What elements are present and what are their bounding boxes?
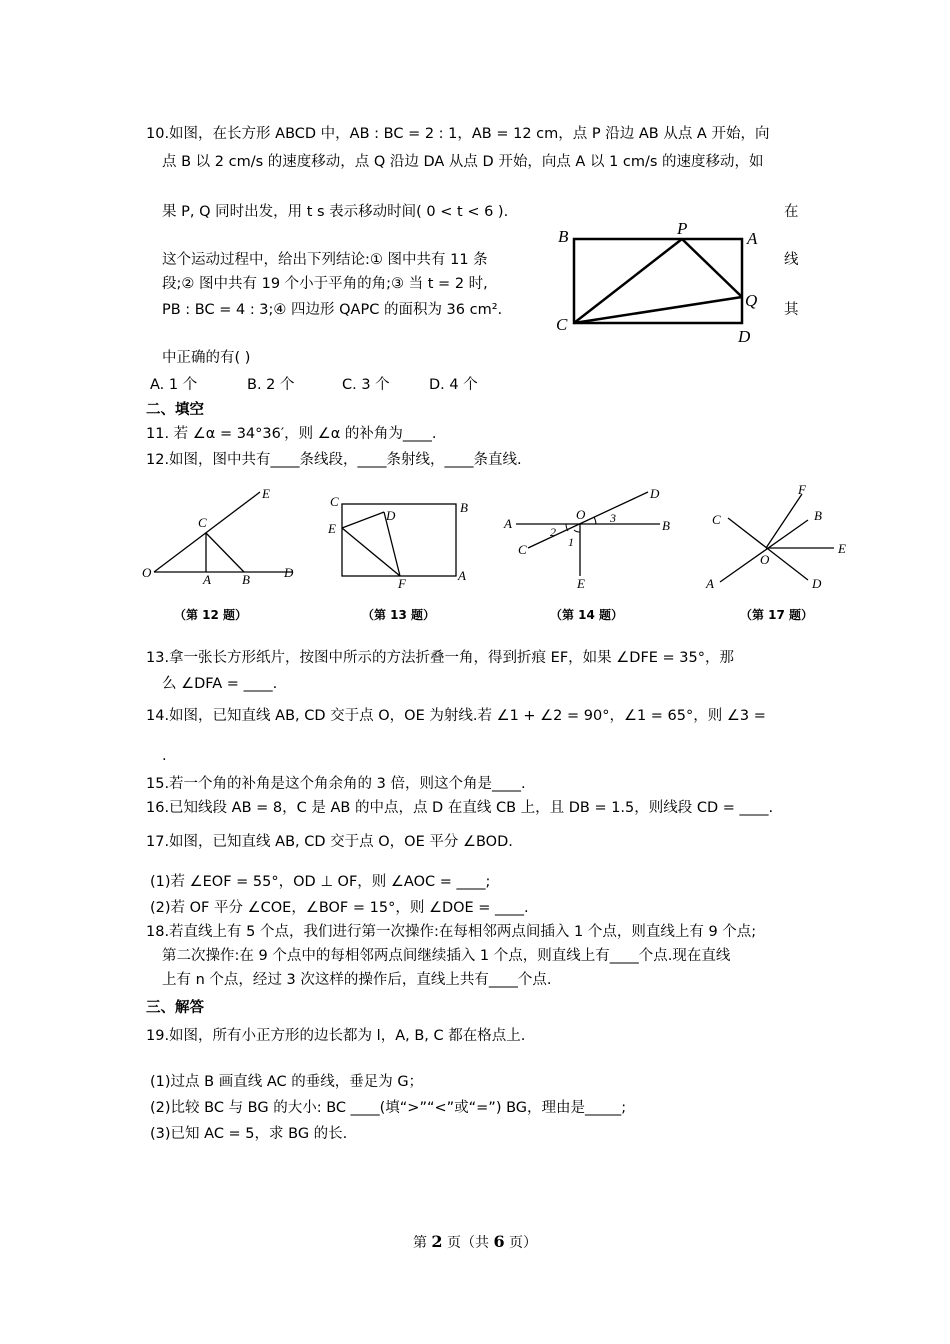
q19-part2: (2)比较 BC 与 BG 的大小: BC ____(填“>”“<”或“=”) BG，理由是_____; — [150, 1100, 627, 1116]
caption-fig-13: （第 13 题） — [362, 608, 436, 622]
figure-label: F — [398, 576, 406, 590]
q13-line1: 13.拿一张长方形纸片，按图中所示的方法折叠一角，得到折痕 EF，如果 ∠DFE = 35°，那 — [146, 650, 735, 666]
figure-label: E — [577, 576, 585, 591]
label-a: A — [747, 229, 758, 248]
q19-part3: (3)已知 AC = 5，求 BG 的长. — [150, 1126, 348, 1142]
q17-part2: (2)若 OF 平分 ∠COE，∠BOF = 15°，则 ∠DOE = ____. — [150, 900, 529, 916]
footer-mid: 页（共 — [447, 1235, 489, 1251]
figure-label: A — [504, 516, 512, 531]
figure-label: F — [798, 482, 806, 497]
figure-label: C — [712, 512, 721, 527]
q10-line2: 点 B 以 2 cm/s 的速度移动，点 Q 沿边 DA 从点 D 开始，向点 A 以 1 cm/s 的速度移动，如 — [162, 154, 764, 170]
q10-line5: 段;② 图中共有 19 个小于平角的角;③ 当 t = 2 时, — [162, 276, 488, 292]
q10-option-b: B. 2 个 — [247, 377, 295, 393]
q10-line3-right: 在 — [784, 204, 799, 220]
label-p: P — [677, 219, 688, 238]
q10-line3: 果 P, Q 同时出发，用 t s 表示移动时间( 0 < t < 6 ). — [162, 204, 509, 220]
figure-label: B — [460, 500, 468, 515]
footer-suffix: 页） — [509, 1235, 538, 1251]
caption-fig-17: （第 17 题） — [740, 608, 814, 622]
figure-label: A — [706, 576, 714, 591]
figure-label: D — [284, 565, 294, 580]
figure-label: C — [518, 542, 527, 557]
q18-line1: 18.若直线上有 5 个点，我们进行第一次操作:在每相邻两点间插入 1 个点，则直线上有 9 个点; — [146, 924, 757, 940]
q10-line7: 中正确的有( ) — [162, 350, 251, 366]
figure-label: E — [838, 541, 846, 556]
figure-label: C — [330, 494, 339, 509]
caption-fig-12: （第 12 题） — [174, 608, 248, 622]
figure-label: 2 — [550, 525, 556, 539]
caption-fig-14: （第 14 题） — [550, 608, 624, 622]
q16: 16.已知线段 AB = 8，C 是 AB 的中点，点 D 在直线 CB 上，且 DB = 1.5，则线段 CD = ____. — [146, 800, 774, 816]
q10-line6-right: 其 — [784, 302, 799, 318]
q10-line4-right: 线 — [784, 252, 799, 268]
q10-line1: 10.如图，在长方形 ABCD 中，AB : BC = 2 : 1，AB = 12 cm，点 P 沿边 AB 从点 A 开始，向 — [146, 126, 770, 142]
section-2-heading: 二、填空 — [146, 402, 204, 418]
q14-line1: 14.如图，已知直线 AB, CD 交于点 O，OE 为射线.若 ∠1 + ∠2 = 90°，∠1 = 65°，则 ∠3 = — [146, 708, 766, 724]
figure-label: D — [386, 508, 396, 523]
q10-option-a: A. 1 个 — [150, 377, 198, 393]
footer-prefix: 第 — [412, 1235, 427, 1251]
figure-label: O — [576, 507, 586, 522]
q10-option-d: D. 4 个 — [429, 377, 478, 393]
figure-label: E — [328, 521, 336, 536]
q19: 19.如图，所有小正方形的边长都为 l，A, B, C 都在格点上. — [146, 1028, 526, 1044]
q10-rectangle-figure — [550, 218, 770, 346]
figure-12 — [140, 484, 300, 584]
figure-label: D — [812, 576, 822, 591]
q17-part1: (1)若 ∠EOF = 55°，OD ⊥ OF，则 ∠AOC = ____; — [150, 874, 491, 890]
footer-total-pages: 6 — [493, 1232, 505, 1251]
q17: 17.如图，已知直线 AB, CD 交于点 O，OE 平分 ∠BOD. — [146, 834, 513, 850]
figure-17 — [700, 482, 860, 592]
q10-line6: PB : BC = 4 : 3;④ 四边形 QAPC 的面积为 36 cm². — [162, 302, 503, 318]
figure-label: 1 — [568, 535, 574, 549]
q13-line2: 么 ∠DFA = ____. — [162, 676, 278, 692]
figure-label: D — [650, 486, 660, 501]
figure-label: B — [814, 508, 822, 523]
figure-label: O — [760, 552, 770, 567]
q11: 11. 若 ∠α = 34°36′，则 ∠α 的补角为____. — [146, 426, 437, 442]
q10-line4: 这个运动过程中，给出下列结论:① 图中共有 11 条 — [162, 252, 488, 268]
label-d: D — [738, 327, 751, 346]
q15: 15.若一个角的补角是这个角余角的 3 倍，则这个角是____. — [146, 776, 526, 792]
figure-label: A — [458, 568, 466, 583]
q14-line2: . — [162, 748, 167, 764]
q12: 12.如图，图中共有____条线段，____条射线，____条直线. — [146, 452, 522, 468]
q10-option-c: C. 3 个 — [342, 377, 390, 393]
footer-page-number: 2 — [431, 1232, 443, 1251]
figure-label: E — [262, 486, 270, 501]
q18-line3: 上有 n 个点，经过 3 次这样的操作后，直线上共有____个点. — [162, 972, 552, 988]
label-c: C — [556, 315, 568, 334]
page-footer — [0, 1232, 950, 1252]
q19-part1: (1)过点 B 画直线 AC 的垂线，垂足为 G； — [150, 1074, 424, 1090]
figure-label: O — [142, 565, 152, 580]
label-b: B — [558, 227, 569, 246]
q18-line2: 第二次操作:在 9 个点中的每相邻两点间继续插入 1 个点，则直线上有____个点.现在直线 — [162, 948, 731, 964]
figure-label: C — [198, 515, 207, 530]
figure-label: B — [662, 518, 670, 533]
figure-label: A — [203, 572, 211, 584]
figure-label: 3 — [610, 511, 616, 525]
label-q: Q — [745, 291, 758, 310]
figure-13 — [320, 490, 480, 590]
figure-label: B — [242, 572, 250, 584]
figure-14 — [500, 484, 680, 594]
section-3-heading: 三、解答 — [146, 1000, 204, 1016]
